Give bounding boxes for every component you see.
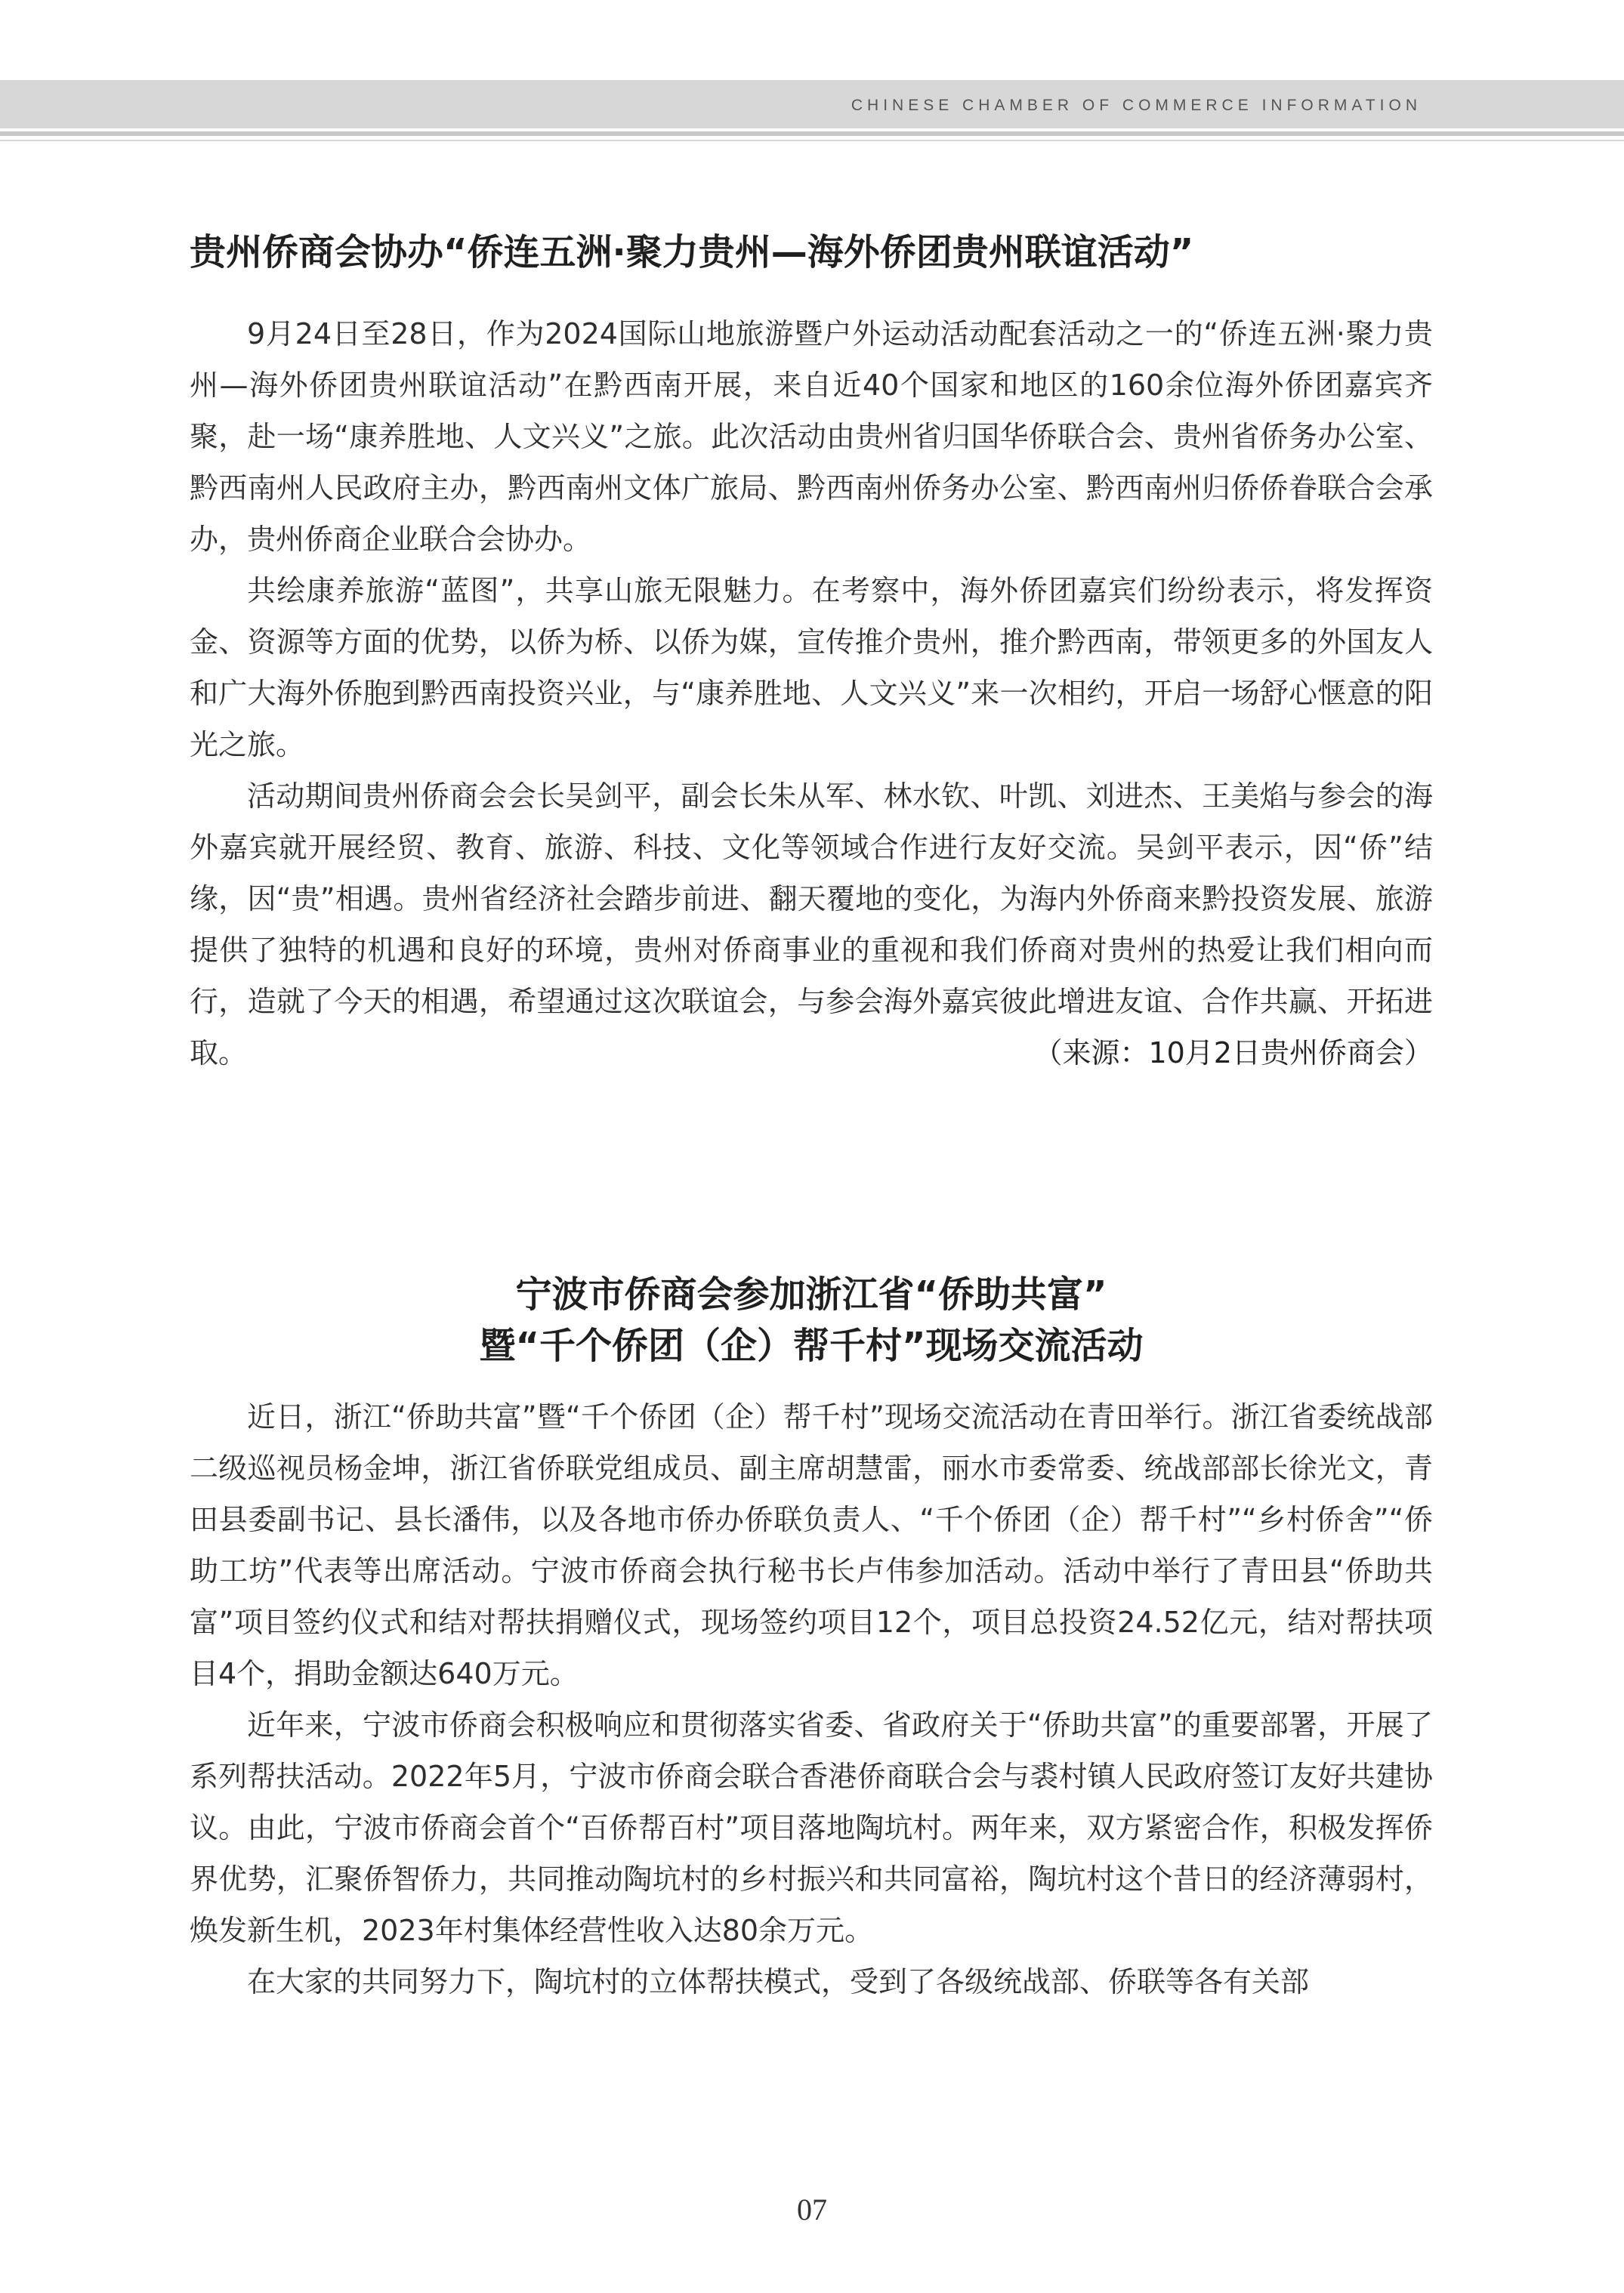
running-header: CHINESE CHAMBER OF COMMERCE INFORMATION	[851, 97, 1422, 114]
header-divider	[0, 131, 1624, 136]
article-title	[190, 1269, 1433, 1372]
article-title-line: 暨“千个侨团（企）帮千村”现场交流活动	[479, 1325, 1144, 1367]
page-number: 07	[797, 2193, 827, 2227]
article-ningbo	[190, 1269, 1433, 2008]
article-paragraph: 近日，浙江“侨助共富”暨“千个侨团（企）帮千村”现场交流活动在青田举行。浙江省委统战部二级巡视员杨金坤，浙江省侨联党组成员、副主席胡慧雷，丽水市委常委、统战部部长徐光文，青田县委副书记、县长潘伟，以及各地市侨办侨联负责人、“千个侨团（企）帮千村”“乡村侨舍”“侨助工坊”代表等出席活动。宁波市侨商会执行秘书长卢伟参加活动。活动中举行了青田县“侨助共富”项目签约仪式和结对帮扶捐赠仪式，现场签约项目12个，项目总投资24.52亿元，结对帮扶项目4个，捐助金额达640万元。	[190, 1400, 1433, 1690]
article-paragraph: 在大家的共同努力下，陶坑村的立体帮扶模式，受到了各级统战部、侨联等各有关部	[247, 1965, 1310, 1998]
article-guizhou	[190, 227, 1433, 1079]
article-title-line: 宁波市侨商会参加浙江省“侨助共富”	[515, 1273, 1107, 1316]
header-divider-thin	[0, 140, 1624, 141]
article-title: 贵州侨商会协办“侨连五洲·聚力贵州—海外侨团贵州联谊活动”	[190, 231, 1194, 273]
article-paragraph: 共绘康养旅游“蓝图”，共享山旅无限魅力。在考察中，海外侨团嘉宾们纷纷表示，将发挥资金、资源等方面的优势，以侨为桥、以侨为媒，宣传推介贵州，推介黔西南，带领更多的外国友人和广大海外侨胞到黔西南投资兴业，与“康养胜地、人文兴义”来一次相约，开启一场舒心惬意的阳光之旅。	[190, 574, 1433, 761]
article-source: （来源：10月2日贵州侨商会）	[1033, 1036, 1433, 1069]
article-paragraph: 近年来，宁波市侨商会积极响应和贯彻落实省委、省政府关于“侨助共富”的重要部署，开展了系列帮扶活动。2022年5月，宁波市侨商会联合香港侨商联合会与裘村镇人民政府签订友好共建协议。由此，宁波市侨商会首个“百侨帮百村”项目落地陶坑村。两年来，双方紧密合作，积极发挥侨界优势，汇聚侨智侨力，共同推动陶坑村的乡村振兴和共同富裕，陶坑村这个昔日的经济薄弱村，焕发新生机，2023年村集体经营性收入达80余万元。	[190, 1708, 1433, 1947]
article-paragraph: 9月24日至28日，作为2024国际山地旅游暨户外运动活动配套活动之一的“侨连五洲·聚力贵州—海外侨团贵州联谊活动”在黔西南开展，来自近40个国家和地区的160余位海外侨团嘉宾齐聚，赴一场“康养胜地、人文兴义”之旅。此次活动由贵州省归国华侨联合会、贵州省侨务办公室、黔西南州人民政府主办，黔西南州文体广旅局、黔西南州侨务办公室、黔西南州归侨侨眷联合会承办，贵州侨商企业联合会协办。	[190, 317, 1433, 556]
article-paragraph: 活动期间贵州侨商会会长吴剑平，副会长朱从军、林水钦、叶凯、刘进杰、王美焰与参会的海外嘉宾就开展经贸、教育、旅游、科技、文化等领域合作进行友好交流。吴剑平表示，因“侨”结缘，因“贵”相遇。贵州省经济社会踏步前进、翻天覆地的变化，为海内外侨商来黔投资发展、旅游提供了独特的机遇和良好的环境，贵州对侨商事业的重视和我们侨商对贵州的热爱让我们相向而行，造就了今天的相遇，希望通过这次联谊会，与参会海外嘉宾彼此增进友谊、合作共赢、开拓进取。	[190, 779, 1433, 1069]
